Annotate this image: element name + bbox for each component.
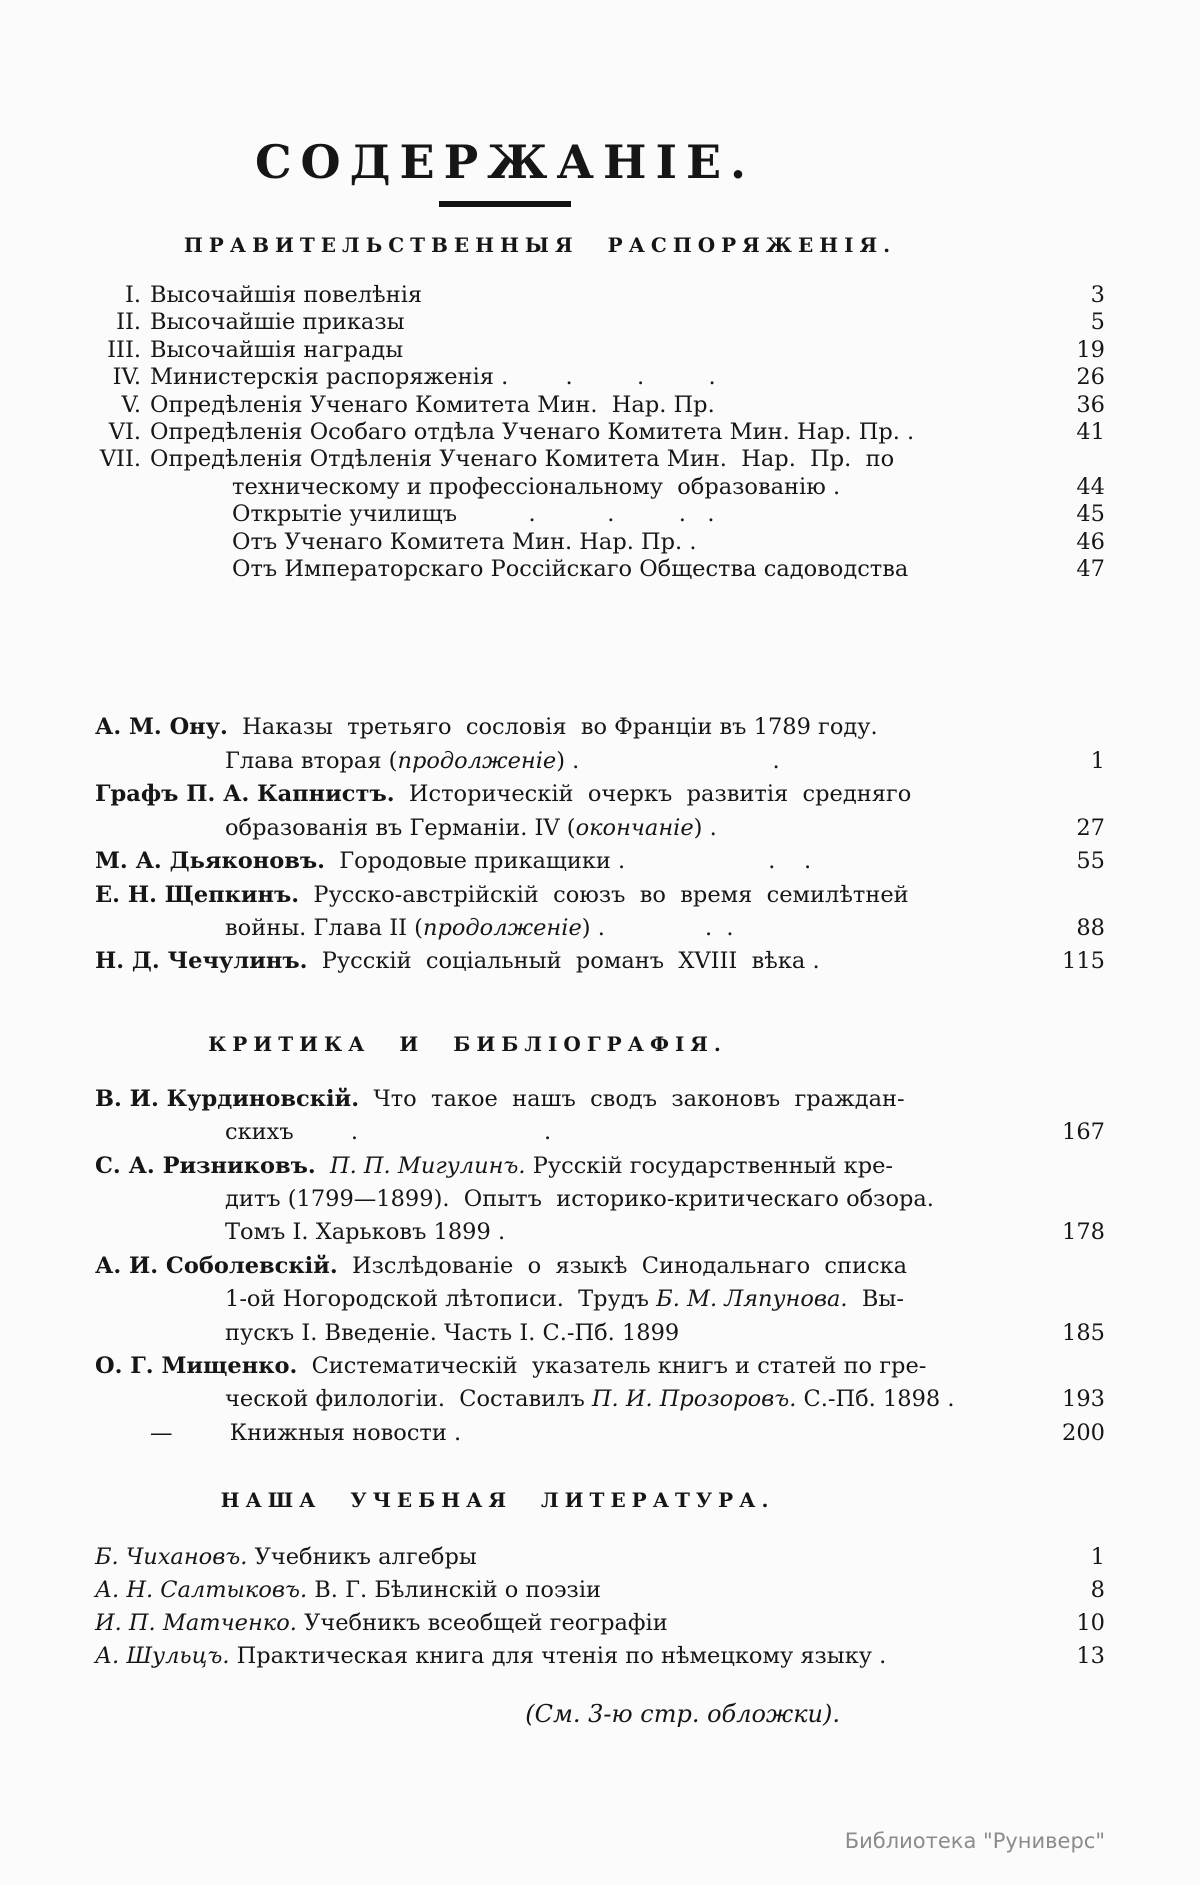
toc-row (95, 1383, 1105, 1416)
section-heading-criticism: КРИТИКА И БИБЛІОГРАФІЯ. (208, 1031, 727, 1056)
page-number: 41 (1076, 419, 1105, 446)
item-text: Е. Н. Щепкинъ. Русско-австрійскій союзъ во время семилѣтней (95, 881, 909, 908)
page-number: 178 (1062, 1219, 1105, 1246)
author-name: А. Н. Салтыковъ. (95, 1576, 308, 1603)
toc-row (95, 446, 1105, 473)
item-text: Глава вторая (продолженіе) . . (225, 747, 780, 774)
item-number: V. (121, 391, 141, 418)
item-text: Открытіе училищъ . . . . (232, 501, 715, 528)
item-number: III. (107, 336, 141, 363)
toc-row (95, 1350, 1105, 1383)
item-text: Отъ Ученаго Комитета Мин. Нар. Пр. . (232, 528, 697, 555)
author-name: А. М. Ону. (95, 714, 228, 741)
item-text: Министерскія распоряженія . . . . (150, 364, 716, 391)
section-heading-literature: НАША УЧЕБНАЯ ЛИТЕРАТУРА. (220, 1488, 775, 1513)
toc-row (95, 1574, 1105, 1607)
author-name: А. Шульцъ. (95, 1642, 230, 1669)
title-rule (439, 201, 571, 207)
section-criticism-rows (95, 1083, 1105, 1450)
author-name: В. И. Курдиновскій. (95, 1085, 360, 1112)
toc-row (95, 845, 1105, 878)
toc-row (95, 1116, 1105, 1149)
author-name: Графъ П. А. Капнистъ. (95, 781, 395, 808)
toc-row (95, 1317, 1105, 1350)
footnote: (См. 3-ю стр. обложки). (525, 1700, 840, 1729)
item-text: М. А. Дьяконовъ. Городовые прикащики . . . (95, 848, 812, 875)
toc-row (95, 1417, 1105, 1450)
item-text: Высочайшія повелѣнія (150, 282, 423, 308)
page-title: СОДЕРЖАНІЕ. (254, 135, 756, 189)
page-number: 88 (1076, 914, 1105, 941)
page-number: 5 (1090, 309, 1105, 336)
toc-row (95, 945, 1105, 978)
toc-row (95, 1216, 1105, 1249)
page-number: 44 (1076, 473, 1105, 500)
toc-row (95, 1183, 1105, 1216)
item-text: А. М. Ону. Наказы третьяго сословія во Франціи въ 1789 году. (95, 714, 878, 741)
item-text: И. П. Матченко. Учебникъ всеобщей географіи (95, 1609, 668, 1636)
item-text: Н. Д. Чечулинъ. Русскій соціальный романъ XVIII вѣка . (95, 948, 820, 975)
page-number: 3 (1090, 282, 1105, 308)
author-name: М. А. Дьяконовъ. (95, 848, 325, 875)
page-number: 167 (1062, 1119, 1105, 1146)
item-text: ческой филологіи. Составилъ П. И. Прозоровъ. С.-Пб. 1898 . (225, 1386, 955, 1413)
item-number: IV. (112, 364, 141, 391)
toc-row (95, 419, 1105, 446)
item-text: скихъ . . (225, 1119, 552, 1146)
section-articles-rows (95, 711, 1105, 978)
toc-row (95, 1083, 1105, 1116)
page-number: 55 (1076, 848, 1105, 875)
section-literature-rows (95, 1541, 1105, 1672)
item-text: А. Шульцъ. Практическая книга для чтенія по нѣмецкому языку . (95, 1642, 887, 1669)
page-number: 10 (1076, 1609, 1105, 1636)
toc-row (95, 529, 1105, 556)
item-text: образованія въ Германіи. IV (окончаніе) . (225, 814, 717, 841)
item-number: VII. (99, 446, 141, 473)
section-government-rows (95, 282, 1105, 583)
title-block (95, 136, 915, 207)
toc-row (95, 778, 1105, 811)
item-text: Опредѣленія Ученаго Комитета Мин. Нар. Пр. (150, 391, 715, 418)
toc-row (95, 812, 1105, 845)
toc-row (95, 337, 1105, 364)
page-number: 200 (1062, 1419, 1105, 1446)
toc-row (95, 1283, 1105, 1316)
page-number: 185 (1062, 1319, 1105, 1346)
page-number: 46 (1076, 528, 1105, 555)
page-number: 115 (1062, 948, 1105, 975)
page-number: 36 (1076, 391, 1105, 418)
item-text: Высочайшія награды (150, 336, 404, 363)
page-number: 8 (1090, 1576, 1105, 1603)
toc-row (95, 711, 1105, 744)
author-name: Н. Д. Чечулинъ. (95, 948, 308, 975)
author-name: И. П. Матченко. (95, 1609, 297, 1636)
toc-row (95, 501, 1105, 528)
item-text: Опредѣленія Отдѣленія Ученаго Комитета Мин. Нар. Пр. по (150, 446, 895, 473)
item-text: Высочайшіе приказы (150, 309, 405, 336)
toc-row (95, 1250, 1105, 1283)
item-number: I. (124, 282, 141, 308)
toc-row (95, 474, 1105, 501)
item-text: дитъ (1799—1899). Опытъ историко-критическаго обзора. (225, 1185, 934, 1212)
watermark: Библиотека "Руниверс" (844, 1829, 1105, 1853)
page-number: 47 (1076, 556, 1105, 583)
item-text: С. А. Ризниковъ. П. П. Мигулинъ. Русскій государственный кре- (95, 1152, 894, 1179)
toc-row (95, 282, 1105, 309)
item-text: 1-ой Ногородской лѣтописи. Трудъ Б. М. Ляпунова. Вы- (225, 1286, 904, 1313)
item-number: VI. (108, 419, 141, 446)
item-text: В. И. Курдиновскій. Что такое нашъ сводъ законовъ граждан- (95, 1085, 905, 1112)
page-number: 193 (1062, 1386, 1105, 1413)
item-text: Б. Чихановъ. Учебникъ алгебры (95, 1544, 477, 1571)
toc-row (95, 392, 1105, 419)
toc-row (95, 745, 1105, 778)
page-number: 45 (1076, 501, 1105, 528)
toc-row (95, 1150, 1105, 1183)
item-text: О. Г. Мищенко. Систематическій указатель книгъ и статей по гре- (95, 1352, 927, 1379)
item-text: Отъ Императорскаго Россійскаго Общества садоводства (232, 556, 909, 583)
toc-row (95, 1541, 1105, 1574)
author-name: О. Г. Мищенко. (95, 1352, 298, 1379)
author-name: Е. Н. Щепкинъ. (95, 881, 300, 908)
author-name: С. А. Ризниковъ. (95, 1152, 316, 1179)
item-text: А. Н. Салтыковъ. В. Г. Бѣлинскій о поэзіи (95, 1576, 602, 1603)
item-text: Графъ П. А. Капнистъ. Историческій очеркъ развитія средняго (95, 781, 912, 808)
page-number: 1 (1090, 1544, 1105, 1571)
page-number: 19 (1076, 336, 1105, 363)
item-text: — Книжныя новости . (150, 1419, 462, 1446)
toc-page (95, 0, 1105, 1729)
author-name: А. И. Соболевскій. (95, 1252, 338, 1279)
author-name: Б. Чихановъ. (95, 1544, 248, 1571)
page-number: 27 (1076, 814, 1105, 841)
toc-row (95, 364, 1105, 391)
toc-row (95, 1607, 1105, 1640)
section-heading-government: ПРАВИТЕЛЬСТВЕННЫЯ РАСПОРЯЖЕНІЯ. (183, 233, 897, 257)
item-text: техническому и профессіональному образованію . (232, 473, 841, 500)
page-number: 13 (1076, 1642, 1105, 1669)
item-text: пускъ I. Введеніе. Часть I. С.-Пб. 1899 (225, 1319, 680, 1346)
page-number: 1 (1090, 747, 1105, 774)
toc-row (95, 912, 1105, 945)
item-number: II. (116, 309, 141, 336)
item-text: Томъ I. Харьковъ 1899 . (225, 1219, 506, 1246)
item-text: войны. Глава II (продолженіе) . . . (225, 914, 734, 941)
item-text: А. И. Соболевскій. Изслѣдованіе о языкѣ Синодальнаго списка (95, 1252, 908, 1279)
page-number: 26 (1076, 364, 1105, 391)
toc-row (95, 1640, 1105, 1673)
toc-row (95, 879, 1105, 912)
toc-row (95, 309, 1105, 336)
toc-row (95, 556, 1105, 583)
item-text: Опредѣленія Особаго отдѣла Ученаго Комитета Мин. Нар. Пр. . (150, 419, 915, 446)
